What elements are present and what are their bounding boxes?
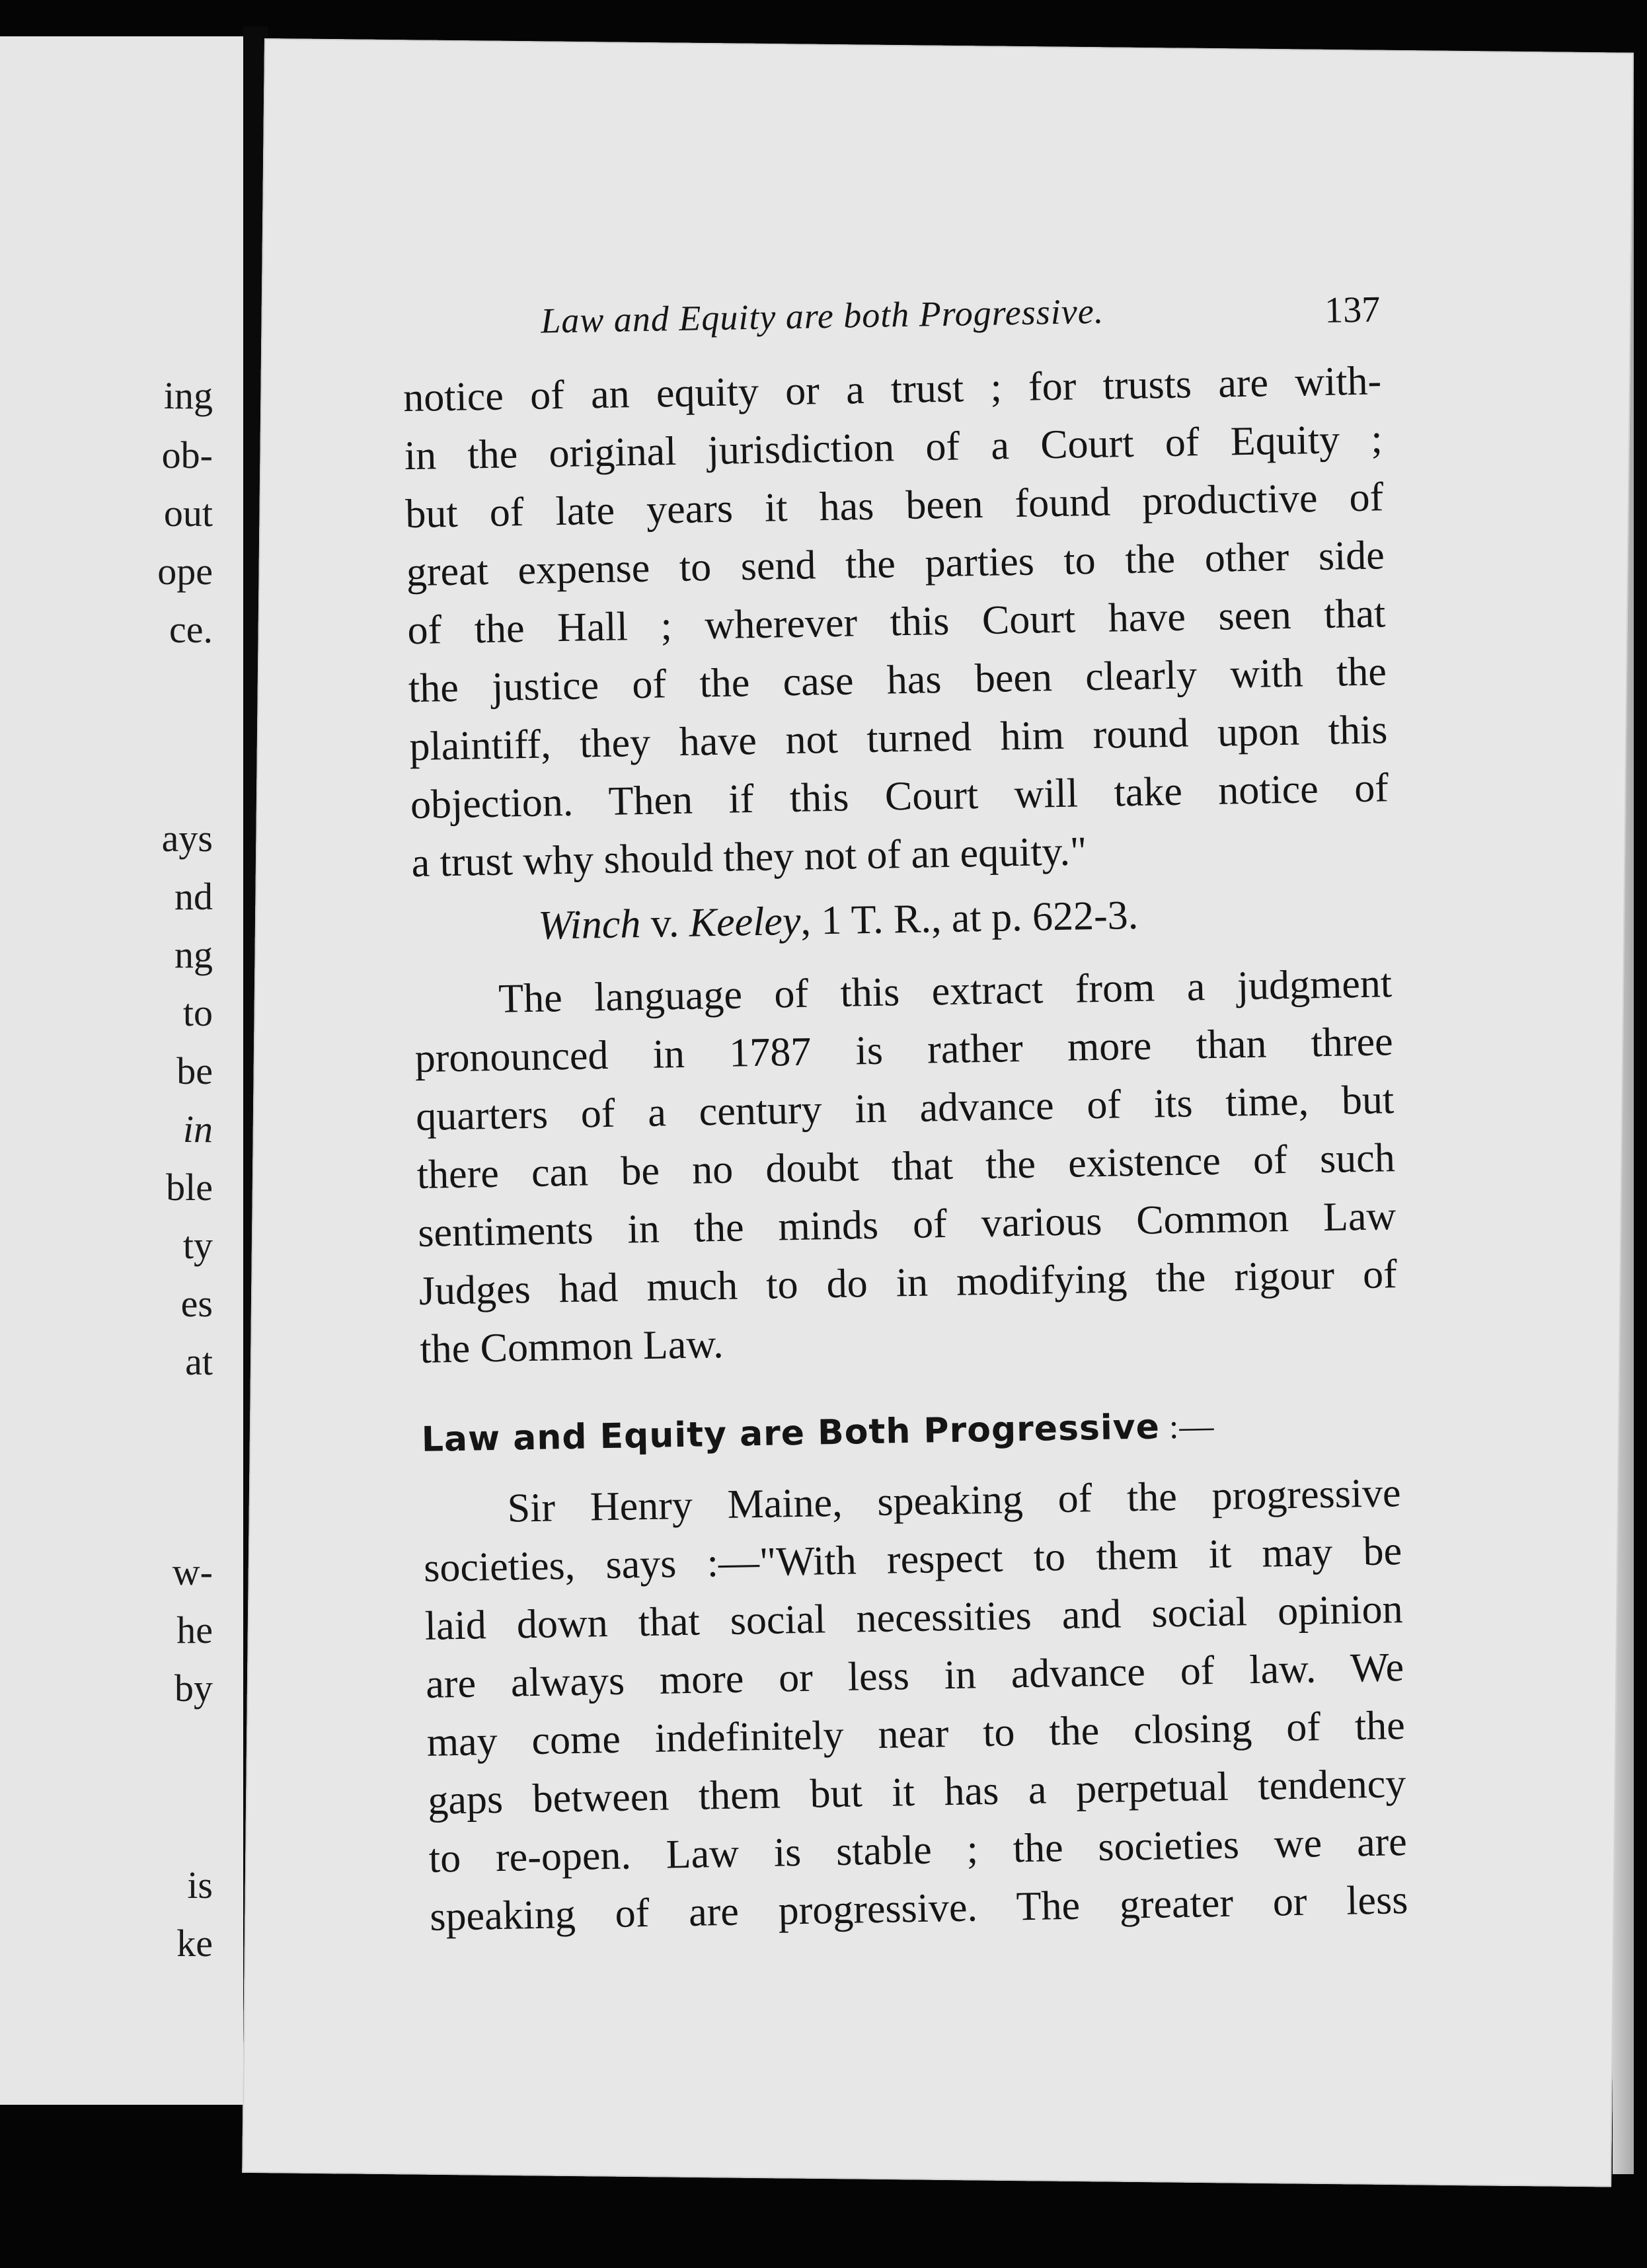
section-heading-text: Law and Equity are Both Progressive (421, 1407, 1161, 1460)
left-page-fragment: to (182, 991, 213, 1034)
text-line: objection. Then if this Court will take notice of (410, 765, 1389, 828)
left-page-fragment: ty (182, 1224, 213, 1267)
citation-versus: v. (640, 900, 690, 947)
section-heading (421, 1400, 1400, 1464)
left-page-fragment: ays (161, 817, 213, 860)
citation-reference: , 1 T. R., at p. 622-3. (800, 892, 1139, 944)
text-line: great expense to send the parties to the other side (406, 533, 1385, 595)
text-line: Judges had much to do in modifying the rigour of (418, 1252, 1398, 1314)
text-line: notice of an equity or a trust ; for trusts are with- (402, 358, 1382, 421)
text-line: but of late years it has been found productive of (404, 474, 1384, 537)
left-page-fragment: ing (163, 374, 213, 417)
text-line: The language of this extract from a judgment (498, 961, 1393, 1022)
text-line: speaking of are progressive. The greater or less (429, 1877, 1408, 1940)
left-page-fragment: nd (174, 875, 213, 918)
section-heading-tail: :— (1159, 1408, 1215, 1447)
text-line: of the Hall ; wherever this Court have seen that (406, 591, 1386, 654)
text-line: to re-open. Law is stable ; the societies we are (428, 1819, 1408, 1881)
left-page-fragment: ng (174, 933, 213, 976)
text-line: may come indefinitely near to the closing of the (426, 1703, 1406, 1765)
left-page-fragment: out (163, 492, 213, 535)
running-title: Law and Equity are both Progressive. (540, 291, 1104, 341)
left-page-fragment: is (187, 1864, 213, 1907)
left-page-fragment: es (180, 1282, 213, 1325)
text-line: laid down that social necessities and social opinion (424, 1587, 1404, 1649)
left-page-fragment: ce. (169, 608, 213, 651)
text-line: pronounced in 1787 is rather more than three (414, 1019, 1394, 1082)
text-line: there can be no doubt that the existence of such (416, 1135, 1396, 1197)
left-page-fragment: be (176, 1049, 213, 1092)
text-line: a trust why should they not of an equity." (411, 829, 1087, 886)
paragraph-maine-quote (422, 1464, 1408, 1946)
citation-party-2: Keeley (689, 898, 801, 946)
citation-party-1: Winch (537, 901, 641, 948)
text-line: sentiments in the minds of various Common Law (417, 1193, 1397, 1256)
left-page-fragment: ob- (161, 434, 213, 476)
left-page-fragment: ke (176, 1922, 213, 1965)
text-line: Sir Henry Maine, speaking of the progressive (507, 1470, 1402, 1531)
left-page-fragment: ble (166, 1166, 213, 1209)
right-page (242, 38, 1634, 2187)
text-line: gaps between them but it has a perpetual tendency (427, 1761, 1406, 1823)
left-page-fragment: in (182, 1108, 213, 1151)
left-page-fragment: ope (157, 550, 213, 593)
paragraph-commentary (413, 954, 1398, 1379)
left-page-fragment: by (174, 1667, 213, 1710)
page-content (402, 285, 1408, 1946)
text-line: quarters of a century in advance of its time, but (415, 1077, 1395, 1140)
left-page-fragment: at (185, 1340, 213, 1383)
text-line: in the original jurisdiction of a Court of Equity ; (404, 416, 1383, 479)
text-line: the justice of the case has been clearly with the (408, 649, 1387, 712)
paragraph-quote-continued (403, 352, 1391, 892)
left-page-fragment: he (176, 1608, 213, 1651)
text-line: the Common Law. (419, 1321, 724, 1372)
text-line: societies, says :—"With respect to them it may be (423, 1529, 1402, 1591)
text-line: are always more or less in advance of law. We (425, 1645, 1404, 1707)
left-page (0, 36, 247, 2105)
page-number: 137 (1324, 289, 1381, 331)
left-page-fragment: w- (172, 1550, 213, 1593)
text-line: plaintiff, they have not turned him round upon this (408, 707, 1388, 770)
